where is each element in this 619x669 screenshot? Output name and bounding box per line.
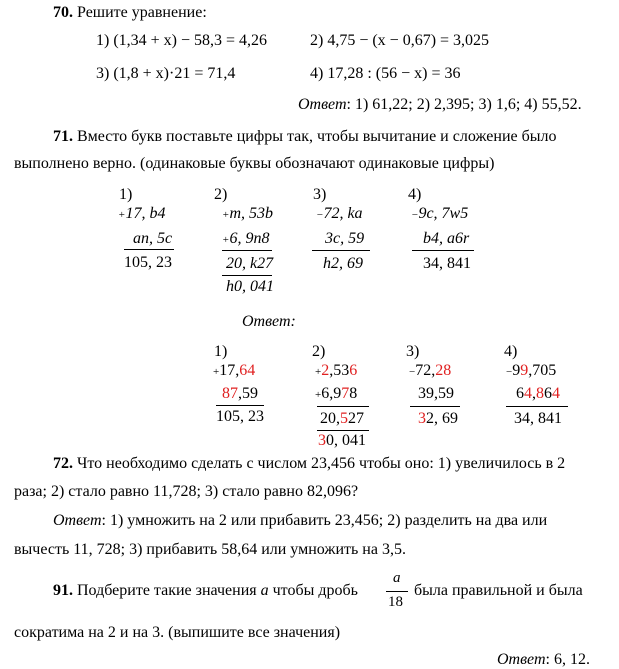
fraction-denominator: 18 [388, 594, 403, 610]
problem-70-title [53, 4, 207, 22]
problem-72-line1 [53, 455, 565, 473]
task-4-rule [412, 250, 474, 251]
problem-91-line1-end: была правильной и была [414, 582, 583, 599]
problem-number: 70. [53, 4, 73, 21]
equation-1: 1) (1,34 + x) − 58,3 = 4,26 [96, 32, 268, 49]
task-3-second: 3c, 59 [325, 230, 365, 247]
sol-3-rule [410, 406, 460, 407]
problem-text: Решите уравнение: [77, 4, 207, 21]
sol-3-number: 3) [406, 343, 420, 360]
task-3-number: 3) [313, 186, 327, 203]
sol-2-number: 2) [312, 343, 326, 360]
sol-3-top: −72,28 [409, 362, 452, 379]
answer-91 [497, 651, 590, 669]
answer-text: : 1) 61,22; 2) 2,395; 3) 1,6; 4) 55,52. [346, 96, 582, 113]
task-2-top: +m, 53b [222, 205, 273, 222]
problem-91-line1 [53, 582, 358, 600]
sol-4-top: −99,705 [506, 362, 557, 379]
task-4-number: 4) [408, 186, 422, 203]
answer-label: Ответ [298, 96, 347, 113]
sol-3-result: 32, 69 [418, 410, 458, 427]
sol-2-rule2 [317, 430, 369, 431]
answer-71-label: Ответ: [242, 313, 296, 330]
answer-72-line2: вычесть 11, 728; 3) прибавить 58,64 или умножить на 3,5. [14, 541, 406, 558]
equation-2: 2) 4,75 − (x − 0,67) = 3,025 [310, 32, 490, 49]
answer-text: : 6, 12. [545, 651, 590, 668]
sol-4-result: 34, 841 [514, 410, 562, 427]
task-2-number: 2) [214, 186, 228, 203]
answer-72-line1 [53, 512, 547, 530]
task-2-rule [222, 250, 272, 251]
task-4-top: −9c, 7w5 [411, 205, 469, 222]
problem-71-line2: выполнено верно. (одинаковые буквы обозначают одинаковые цифры) [14, 155, 495, 172]
task-1-result: 105, 23 [124, 254, 172, 271]
problem-text-start: Подберите такие значения [77, 582, 261, 599]
answer-label: Ответ [53, 512, 102, 529]
sol-4-second: 64,864 [516, 385, 560, 402]
sol-2-second: +6,978 [315, 385, 358, 402]
problem-91-line2: сократима на 2 и на 3. (выпишите все значения) [14, 624, 341, 641]
equation-3: 3) (1,8 + x)·21 = 71,4 [96, 65, 236, 82]
task-3-result: h2, 69 [323, 255, 363, 272]
fraction-bar [386, 591, 408, 592]
task-2-second: +6, 9n8 [222, 230, 270, 247]
task-3-rule [312, 250, 370, 251]
sol-1-top: +17,64 [213, 362, 256, 379]
problem-number: 71. [53, 128, 73, 145]
sol-2-total: 30, 041 [318, 432, 366, 449]
answer-label: Ответ [497, 651, 546, 668]
problem-number: 91. [53, 582, 73, 599]
task-3-top: −72, ka [316, 205, 363, 222]
sol-1-rule [216, 405, 264, 406]
task-1-second: an, 5c [133, 230, 173, 247]
problem-71-line1 [53, 128, 556, 146]
sol-1-result: 105, 23 [216, 408, 264, 425]
task-2-rule2 [222, 275, 272, 276]
sol-2-result: 20,527 [320, 410, 364, 427]
answer-70 [298, 96, 582, 114]
task-2-result: 20, k27 [226, 255, 274, 272]
sol-1-second: 87,59 [222, 385, 258, 402]
sol-2-rule [317, 406, 369, 407]
equation-4: 4) 17,28 : (56 − x) = 36 [310, 65, 461, 82]
task-4-second: b4, a6r [423, 230, 470, 247]
variable-a: a [260, 582, 269, 599]
task-4-result: 34, 841 [423, 255, 471, 272]
task-1-rule [124, 249, 174, 250]
problem-text: Вместо букв поставьте цифры так, чтобы вычитание и сложение было [77, 128, 557, 145]
task-2-total: h0, 041 [226, 278, 274, 295]
problem-72-line2: раза; 2) стало равно 11,728; 3) стало равно 82,096? [14, 483, 359, 500]
answer-text: : 1) умножить на 2 или прибавить 23,456; 2) разделить на два или [101, 512, 548, 529]
task-1-number: 1) [119, 186, 133, 203]
problem-number: 72. [53, 455, 73, 472]
sol-3-second: 39,59 [418, 385, 454, 402]
task-1-top: +17, b4 [118, 205, 166, 222]
sol-4-number: 4) [504, 343, 518, 360]
fraction-numerator: a [393, 570, 401, 586]
sol-4-rule [506, 406, 568, 407]
sol-1-number: 1) [214, 343, 228, 360]
problem-text: Что необходимо сделать с числом 23,456 чтобы оно: 1) увеличилось в 2 [77, 455, 566, 472]
sol-2-top: +2,536 [315, 362, 358, 379]
problem-text-mid: чтобы дробь [268, 582, 358, 599]
